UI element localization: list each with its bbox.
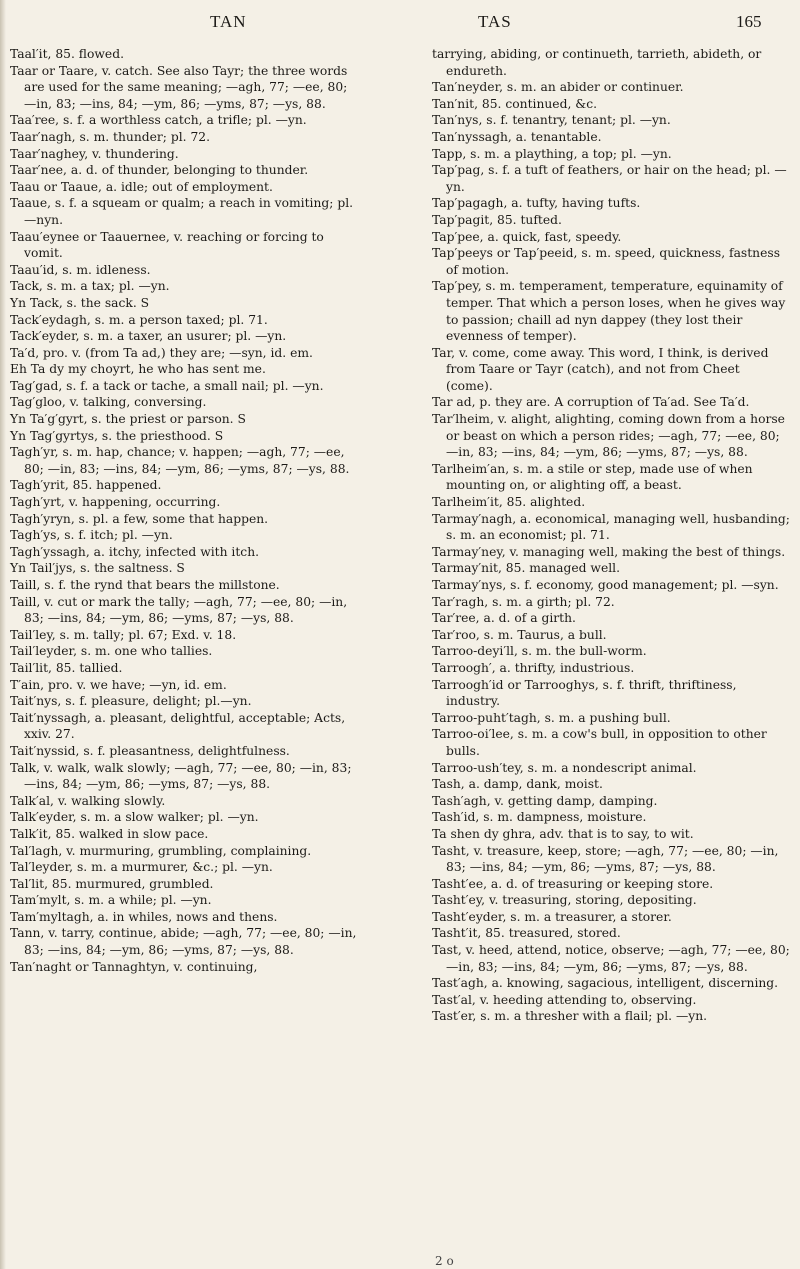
dictionary-entry: Taal′it, 85. flowed. xyxy=(10,47,124,61)
dictionary-entry: Taau′eynee or Taauernee, v. reaching or forcing to vomit. xyxy=(10,229,324,261)
dictionary-entry: Tap′peeys or Tap′peeid, s. m. speed, quickness, fastness of motion. xyxy=(432,246,780,277)
signature-mark: 2 o xyxy=(435,1254,454,1268)
dictionary-entry: Tasht′ey, v. treasuring, storing, depositing. xyxy=(432,893,697,908)
dictionary-entry: Tar, v. come, come away. This word, I think, is derived from Taare or Tayr (catch), and not from Cheet (come). xyxy=(432,345,769,393)
dictionary-entry: Tack, s. m. a tax; pl. —yn. xyxy=(10,279,170,294)
page-header xyxy=(0,12,800,36)
dictionary-entry: Tam′myltagh, a. in whiles, nows and thens. xyxy=(10,909,278,924)
page-number: 165 xyxy=(736,12,762,31)
dictionary-entry: Taar′nee, a. d. of thunder, belonging to thunder. xyxy=(10,163,309,178)
page-edge-shadow xyxy=(0,0,6,1269)
dictionary-entry: Tasht′it, 85. treasured, stored. xyxy=(432,926,621,941)
dictionary-entry: Taar or Taare, v. catch. See also Tayr; the three words are used for the same meaning; —agh, 77; —ee, 80; —in, 83; —ins, 84; —ym, 86; —yms, 87; —ys, 88. xyxy=(10,63,348,111)
dictionary-entry: Eh Ta dy my choyrt, he who has sent me. xyxy=(10,362,266,377)
dictionary-entry: Tap′pey, s. m. temperament, temperature, equinamity of temper. That which a person loses, when he gives way to passion; chaill ad nyn dappey (they lost their evenness of temper). xyxy=(432,279,786,344)
dictionary-entry: Tarmay′nys, s. f. economy, good management; pl. —syn. xyxy=(432,578,779,592)
dictionary-entry: Tann, v. tarry, continue, abide; —agh, 77; —ee, 80; —in, 83; —ins, 84; —ym, 86; —yms, 87; —ys, 88. xyxy=(10,926,357,958)
dictionary-entry: Tar ad, p. they are. A corruption of Ta′ad. See Ta′d. xyxy=(432,395,750,410)
dictionary-entry: Tash, a. damp, dank, moist. xyxy=(432,777,603,792)
right-column xyxy=(432,46,790,1025)
dictionary-entry: Tarroogh′, a. thrifty, industrious. xyxy=(432,660,635,675)
dictionary-entry: Tack′eyder, s. m. a taxer, an usurer; pl. —yn. xyxy=(10,329,287,344)
dictionary-entry: Tan′neyder, s. m. an abider or continuer. xyxy=(432,80,684,95)
dictionary-entry: Tash′agh, v. getting damp, damping. xyxy=(432,793,658,808)
dictionary-entry: Tap′pagit, 85. tufted. xyxy=(432,212,562,227)
dictionary-entry: Yn Tail′jys, s. the saltness. S xyxy=(10,561,185,576)
dictionary-entry: Tarlheim′it, 85. alighted. xyxy=(432,495,586,510)
dictionary-entry: Tagh′ys, s. f. itch; pl. —yn. xyxy=(10,528,173,543)
dictionary-entry: Tasht′ee, a. d. of treasuring or keeping store. xyxy=(432,876,714,891)
dictionary-entry: Tag′gloo, v. talking, conversing. xyxy=(10,395,207,410)
dictionary-entry: Tait′nyssid, s. f. pleasantness, delightfulness. xyxy=(10,743,290,758)
dictionary-entry: Tait′nyssagh, a. pleasant, delightful, acceptable; Acts, xxiv. 27. xyxy=(10,710,346,742)
dictionary-entry: Tast, v. heed, attend, notice, observe; —agh, 77; —ee, 80; —in, 83; —ins, 84; —ym, 86; —yms, 87; —ys, 88. xyxy=(432,943,790,974)
dictionary-entry: Tast′agh, a. knowing, sagacious, intelligent, discerning. xyxy=(432,976,779,991)
dictionary-entry: Tast′er, s. m. a thresher with a flail; pl. —yn. xyxy=(432,1009,708,1024)
dictionary-entry: tarrying, abiding, or continueth, tarrieth, abideth, or endureth. xyxy=(432,47,762,78)
dictionary-entry: Taill, s. f. the rynd that bears the millstone. xyxy=(10,578,280,592)
dictionary-entry: Tap′pagagh, a. tufty, having tufts. xyxy=(432,196,641,211)
dictionary-entry: Talk, v. walk, walk slowly; —agh, 77; —ee, 80; —in, 83; —ins, 84; —ym, 86; —yms, 87; —ys, 88. xyxy=(10,760,352,792)
dictionary-entry: Tapp, s. m. a plaything, a top; pl. —yn. xyxy=(432,146,672,161)
dictionary-entry: Tap′pee, a. quick, fast, speedy. xyxy=(432,229,622,244)
header-guide-word-right: TAS xyxy=(478,12,512,31)
dictionary-entry: T′ain, pro. v. we have; —yn, id. em. xyxy=(10,677,227,692)
dictionary-entry: Taaue, s. f. a squeam or qualm; a reach in vomiting; pl. —nyn. xyxy=(10,196,354,227)
dictionary-entry: Taau′id, s. m. idleness. xyxy=(10,262,151,277)
dictionary-entry: Talk′eyder, s. m. a slow walker; pl. —yn. xyxy=(10,810,259,825)
dictionary-entry: Tar′roo, s. m. Taurus, a bull. xyxy=(432,627,607,642)
left-column xyxy=(10,46,360,975)
dictionary-entry: Tarroo-puht′tagh, s. m. a pushing bull. xyxy=(432,710,671,725)
dictionary-entry: Tan′naght or Tannaghtyn, v. continuing, xyxy=(10,959,258,974)
dictionary-entry: Taau or Taaue, a. idle; out of employment. xyxy=(10,179,273,194)
dictionary-entry: Taar′nagh, s. m. thunder; pl. 72. xyxy=(10,129,211,144)
dictionary-entry: Tarroo-deyi′ll, s. m. the bull-worm. xyxy=(432,644,647,659)
dictionary-entry: Yn Tag′gyrtys, s. the priesthood. S xyxy=(10,428,224,443)
dictionary-entry: Tal′lagh, v. murmuring, grumbling, complaining. xyxy=(10,843,312,858)
dictionary-entry: Tarmay′ney, v. managing well, making the best of things. xyxy=(432,544,786,559)
dictionary-entry: Tarroogh′id or Tarrooghys, s. f. thrift, thriftiness, industry. xyxy=(432,677,737,709)
dictionary-entry: Tail′lit, 85. tallied. xyxy=(10,660,123,675)
header-guide-word-left: TAN xyxy=(210,12,247,31)
dictionary-entry: Tar′ragh, s. m. a girth; pl. 72. xyxy=(432,594,615,609)
dictionary-entry: Yn Tack, s. the sack. S xyxy=(10,295,150,310)
dictionary-entry: Tagh′yssagh, a. itchy, infected with itch. xyxy=(10,544,260,559)
dictionary-entry: Talk′al, v. walking slowly. xyxy=(10,793,166,808)
dictionary-entry: Tait′nys, s. f. pleasure, delight; pl.—yn. xyxy=(10,694,252,709)
dictionary-entry: Tagh′yrt, v. happening, occurring. xyxy=(10,495,221,510)
dictionary-entry: Tagh′yrit, 85. happened. xyxy=(10,478,162,493)
dictionary-entry: Tan′nys, s. f. tenantry, tenant; pl. —yn. xyxy=(432,113,671,128)
dictionary-entry: Tagh′yr, s. m. hap, chance; v. happen; —agh, 77; —ee, 80; —in, 83; —ins, 84; —ym, 86; —yms, 87; —ys, 88. xyxy=(10,445,350,476)
dictionary-entry: Tagh′yryn, s. pl. a few, some that happen. xyxy=(10,511,269,526)
dictionary-entry: Tal′leyder, s. m. a murmurer, &c.; pl. —yn. xyxy=(10,860,273,875)
dictionary-entry: Tasht, v. treasure, keep, store; —agh, 77; —ee, 80; —in, 83; —ins, 84; —ym, 86; —yms, 87; —ys, 88. xyxy=(432,843,779,875)
dictionary-entry: Yn Ta′g′gyrt, s. the priest or parson. S xyxy=(10,412,246,427)
dictionary-entry: Tarmay′nit, 85. managed well. xyxy=(432,561,621,576)
dictionary-entry: Tail′leyder, s. m. one who tallies. xyxy=(10,644,213,659)
dictionary-entry: Tack′eydagh, s. m. a person taxed; pl. 71. xyxy=(10,312,268,327)
dictionary-entry: Tag′gad, s. f. a tack or tache, a small nail; pl. —yn. xyxy=(10,378,324,393)
dictionary-entry: Talk′it, 85. walked in slow pace. xyxy=(10,826,209,841)
dictionary-entry: Tar′lheim, v. alight, alighting, coming down from a horse or beast on which a person rides; —agh, 77; —ee, 80; —in, 83; —ins, 84; —ym, 86; —yms, 87; —ys, 88. xyxy=(432,412,785,460)
dictionary-entry: Tash′id, s. m. dampness, moisture. xyxy=(432,810,647,825)
dictionary-entry: Tarlheim′an, s. m. a stile or step, made use of when mounting on, or alighting off, a beast. xyxy=(432,461,753,493)
dictionary-entry: Tan′nyssagh, a. tenantable. xyxy=(432,129,602,144)
dictionary-entry: Tam′mylt, s. m. a while; pl. —yn. xyxy=(10,893,212,908)
dictionary-entry: Tarroo-oi′lee, s. m. a cow's bull, in opposition to other bulls. xyxy=(432,727,767,758)
dictionary-entry: Taa′ree, s. f. a worthless catch, a trifle; pl. —yn. xyxy=(10,113,307,128)
dictionary-entry: Ta′d, pro. v. (from Ta ad,) they are; —syn, id. em. xyxy=(10,345,313,360)
dictionary-entry: Tarroo-ush′tey, s. m. a nondescript animal. xyxy=(432,760,697,775)
dictionary-entry: Tan′nit, 85. continued, &c. xyxy=(432,96,597,111)
dictionary-entry: Taar′naghey, v. thundering. xyxy=(10,146,179,161)
dictionary-entry: Tast′al, v. heeding attending to, observing. xyxy=(432,992,697,1007)
dictionary-entry: Tarmay′nagh, a. economical, managing well, husbanding; s. m. an economist; pl. 71. xyxy=(432,511,790,543)
dictionary-entry: Tail′ley, s. m. tally; pl. 67; Exd. v. 18. xyxy=(10,627,237,642)
dictionary-entry: Tap′pag, s. f. a tuft of feathers, or hair on the head; pl. —yn. xyxy=(432,163,787,194)
dictionary-entry: Tal′lit, 85. murmured, grumbled. xyxy=(10,876,214,891)
dictionary-entry: Ta shen dy ghra, adv. that is to say, to wit. xyxy=(432,826,694,841)
dictionary-entry: Tasht′eyder, s. m. a treasurer, a storer. xyxy=(432,909,672,924)
dictionary-entry: Taill, v. cut or mark the tally; —agh, 77; —ee, 80; —in, 83; —ins, 84; —ym, 86; —yms, 87; —ys, 88. xyxy=(10,594,348,626)
dictionary-entry: Tar′ree, a. d. of a girth. xyxy=(432,611,576,626)
